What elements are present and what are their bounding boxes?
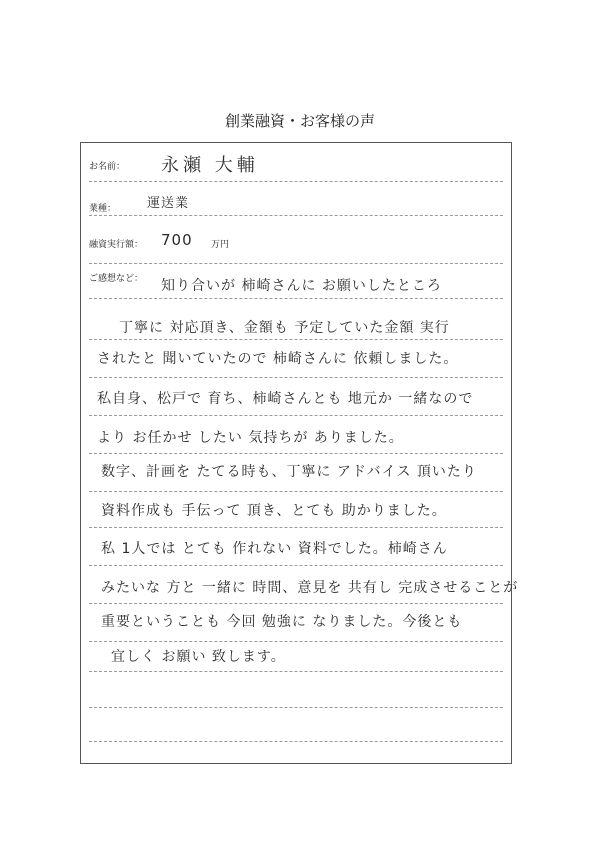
divider [89, 603, 503, 604]
divider [89, 527, 503, 528]
divider [89, 565, 503, 566]
industry-value: 運送業 [147, 196, 190, 211]
comment-line: より お任かせ したい 気持ちが ありました。 [97, 430, 404, 446]
divider [89, 453, 503, 454]
comment-line: 宜しく お願い 致します。 [111, 649, 286, 665]
divider [89, 415, 503, 416]
comment-line: 数字、計画を たてる時も、丁寧に アドバイス 頂いたり [101, 464, 477, 480]
page-title: 創業融資・お客様の声 [224, 112, 375, 130]
name-label: お名前： [89, 162, 126, 172]
comment-line: 重要ということも 今回 勉強に なりました。今後とも [101, 614, 463, 630]
amount-unit: 万円 [211, 240, 230, 250]
divider [89, 641, 503, 642]
testimonial-form [80, 142, 519, 764]
comments-label: ご感想など： [89, 274, 144, 284]
comment-line: 私自身、松戸で 育ち、柿崎さんとも 地元か 一緒なので [97, 391, 474, 407]
divider [89, 707, 503, 708]
comment-line: 丁寧に 対応頂き、金額も 予定していた金額 実行 [119, 320, 450, 336]
comment-line: 資料作成も 手伝って 頂き、とても 助かりました。 [101, 503, 447, 519]
name-value: 永瀬 大輔 [161, 155, 259, 176]
divider [89, 671, 503, 672]
divider [89, 215, 503, 216]
amount-value: 700 [161, 231, 193, 249]
divider [89, 377, 503, 378]
divider [89, 298, 503, 299]
divider [89, 263, 503, 264]
divider [89, 339, 503, 340]
amount-label: 融資実行額： [89, 240, 144, 250]
comment-line: 知り合いが 柿崎さんに お願いしたところ [161, 278, 442, 294]
industry-label: 業種： [89, 204, 117, 214]
comment-line: 私 1人では とても 作れない 資料でした。柿崎さん [101, 541, 448, 557]
divider [89, 741, 503, 742]
divider [89, 181, 503, 182]
comment-line: みたいな 方と 一緒に 時間、意見を 共有し 完成させることが [101, 580, 519, 596]
comment-line: されたと 聞いていたので 柿崎さんに 依頼しました。 [97, 351, 459, 367]
divider [89, 491, 503, 492]
